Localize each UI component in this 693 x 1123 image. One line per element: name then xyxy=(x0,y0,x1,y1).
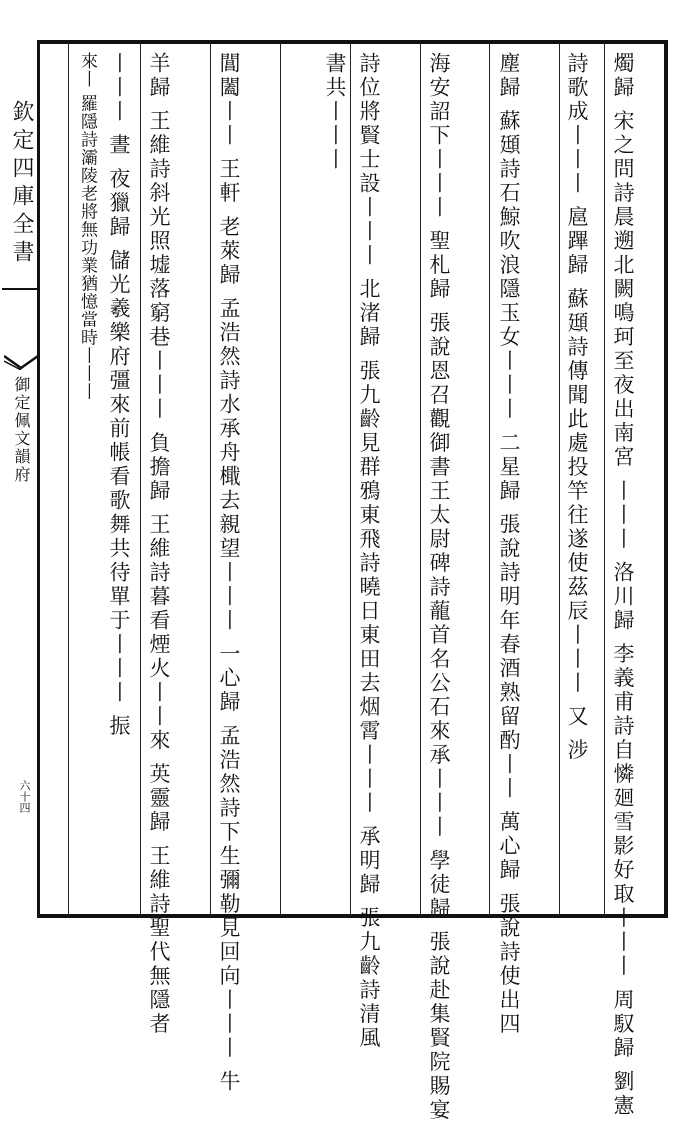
column-rule xyxy=(420,44,421,914)
text-column-5: 詩位將賢士設丨丨丨 北渚歸 張九齡見群鴉東飛詩曉日東田去烟霄丨丨丨 承明歸 張九齡詩清風 xyxy=(357,52,381,1051)
text-column-7: 閶闔丨丨 王軒 老萊歸 孟浩然詩水承舟檝去親望丨丨丨 一心歸 孟浩然詩下生彌勒見回向丨丨丨 牛 xyxy=(217,52,241,1095)
text-column-4: 海安詔下丨丨丨 聖札歸 張說恩召觀御書王太尉碑詩蘢首名公石來承丨丨丨 學徒歸 張說赴集賢院賜宴 xyxy=(427,52,451,1123)
column-rule xyxy=(280,44,281,914)
text-column-2: 詩歌成丨丨丨 扈蹕歸 蘇頲詩傳聞此處投竿往遂使茲辰丨丨丨 又 涉 xyxy=(565,52,589,763)
text-column-9: 丨丨丨 晝 夜獵歸 儲光羲樂府彊來前帳看歌舞共待單于丨丨丨 振 xyxy=(107,52,131,739)
column-rule xyxy=(68,44,69,914)
text-column-1: 燭歸 宋之問詩晨遡北闕鳴珂至夜出南宮 丨丨丨 洛川歸 李義甫詩自憐廻雪影好取丨丨丨 周馭歸 劉憲 xyxy=(611,52,635,1119)
page-number: 六十四 xyxy=(18,780,31,813)
fish-tail-ornament xyxy=(4,354,38,370)
column-rule xyxy=(350,44,351,914)
margin-divider xyxy=(2,288,40,290)
column-rule xyxy=(489,44,490,914)
text-column-10: 來丨 羅隱詩灞陵老將無功業猶憶當時丨丨丨 xyxy=(77,52,97,401)
book-title: 欽定四庫全書 xyxy=(9,100,34,268)
column-rule xyxy=(559,44,560,914)
text-column-6: 書共丨丨丨 xyxy=(323,52,347,172)
volume-title: 御定佩文韻府 xyxy=(12,376,31,484)
column-rule xyxy=(140,44,141,914)
column-rule xyxy=(604,44,605,914)
text-column-3: 塵歸 蘇頲詩石鯨吹浪隱玉女丨丨丨 二星歸 張說詩明年春酒熟留酌丨丨 萬心歸 張說詩使出四 xyxy=(497,52,521,1037)
margin-column xyxy=(2,40,40,918)
column-rule xyxy=(210,44,211,914)
text-column-8: 羊歸 王維詩斜光照墟落窮巷丨丨丨 負擔歸 王維詩暮看煙火丨丨來 英靈歸 王維詩聖代無隱者 xyxy=(147,52,171,1037)
